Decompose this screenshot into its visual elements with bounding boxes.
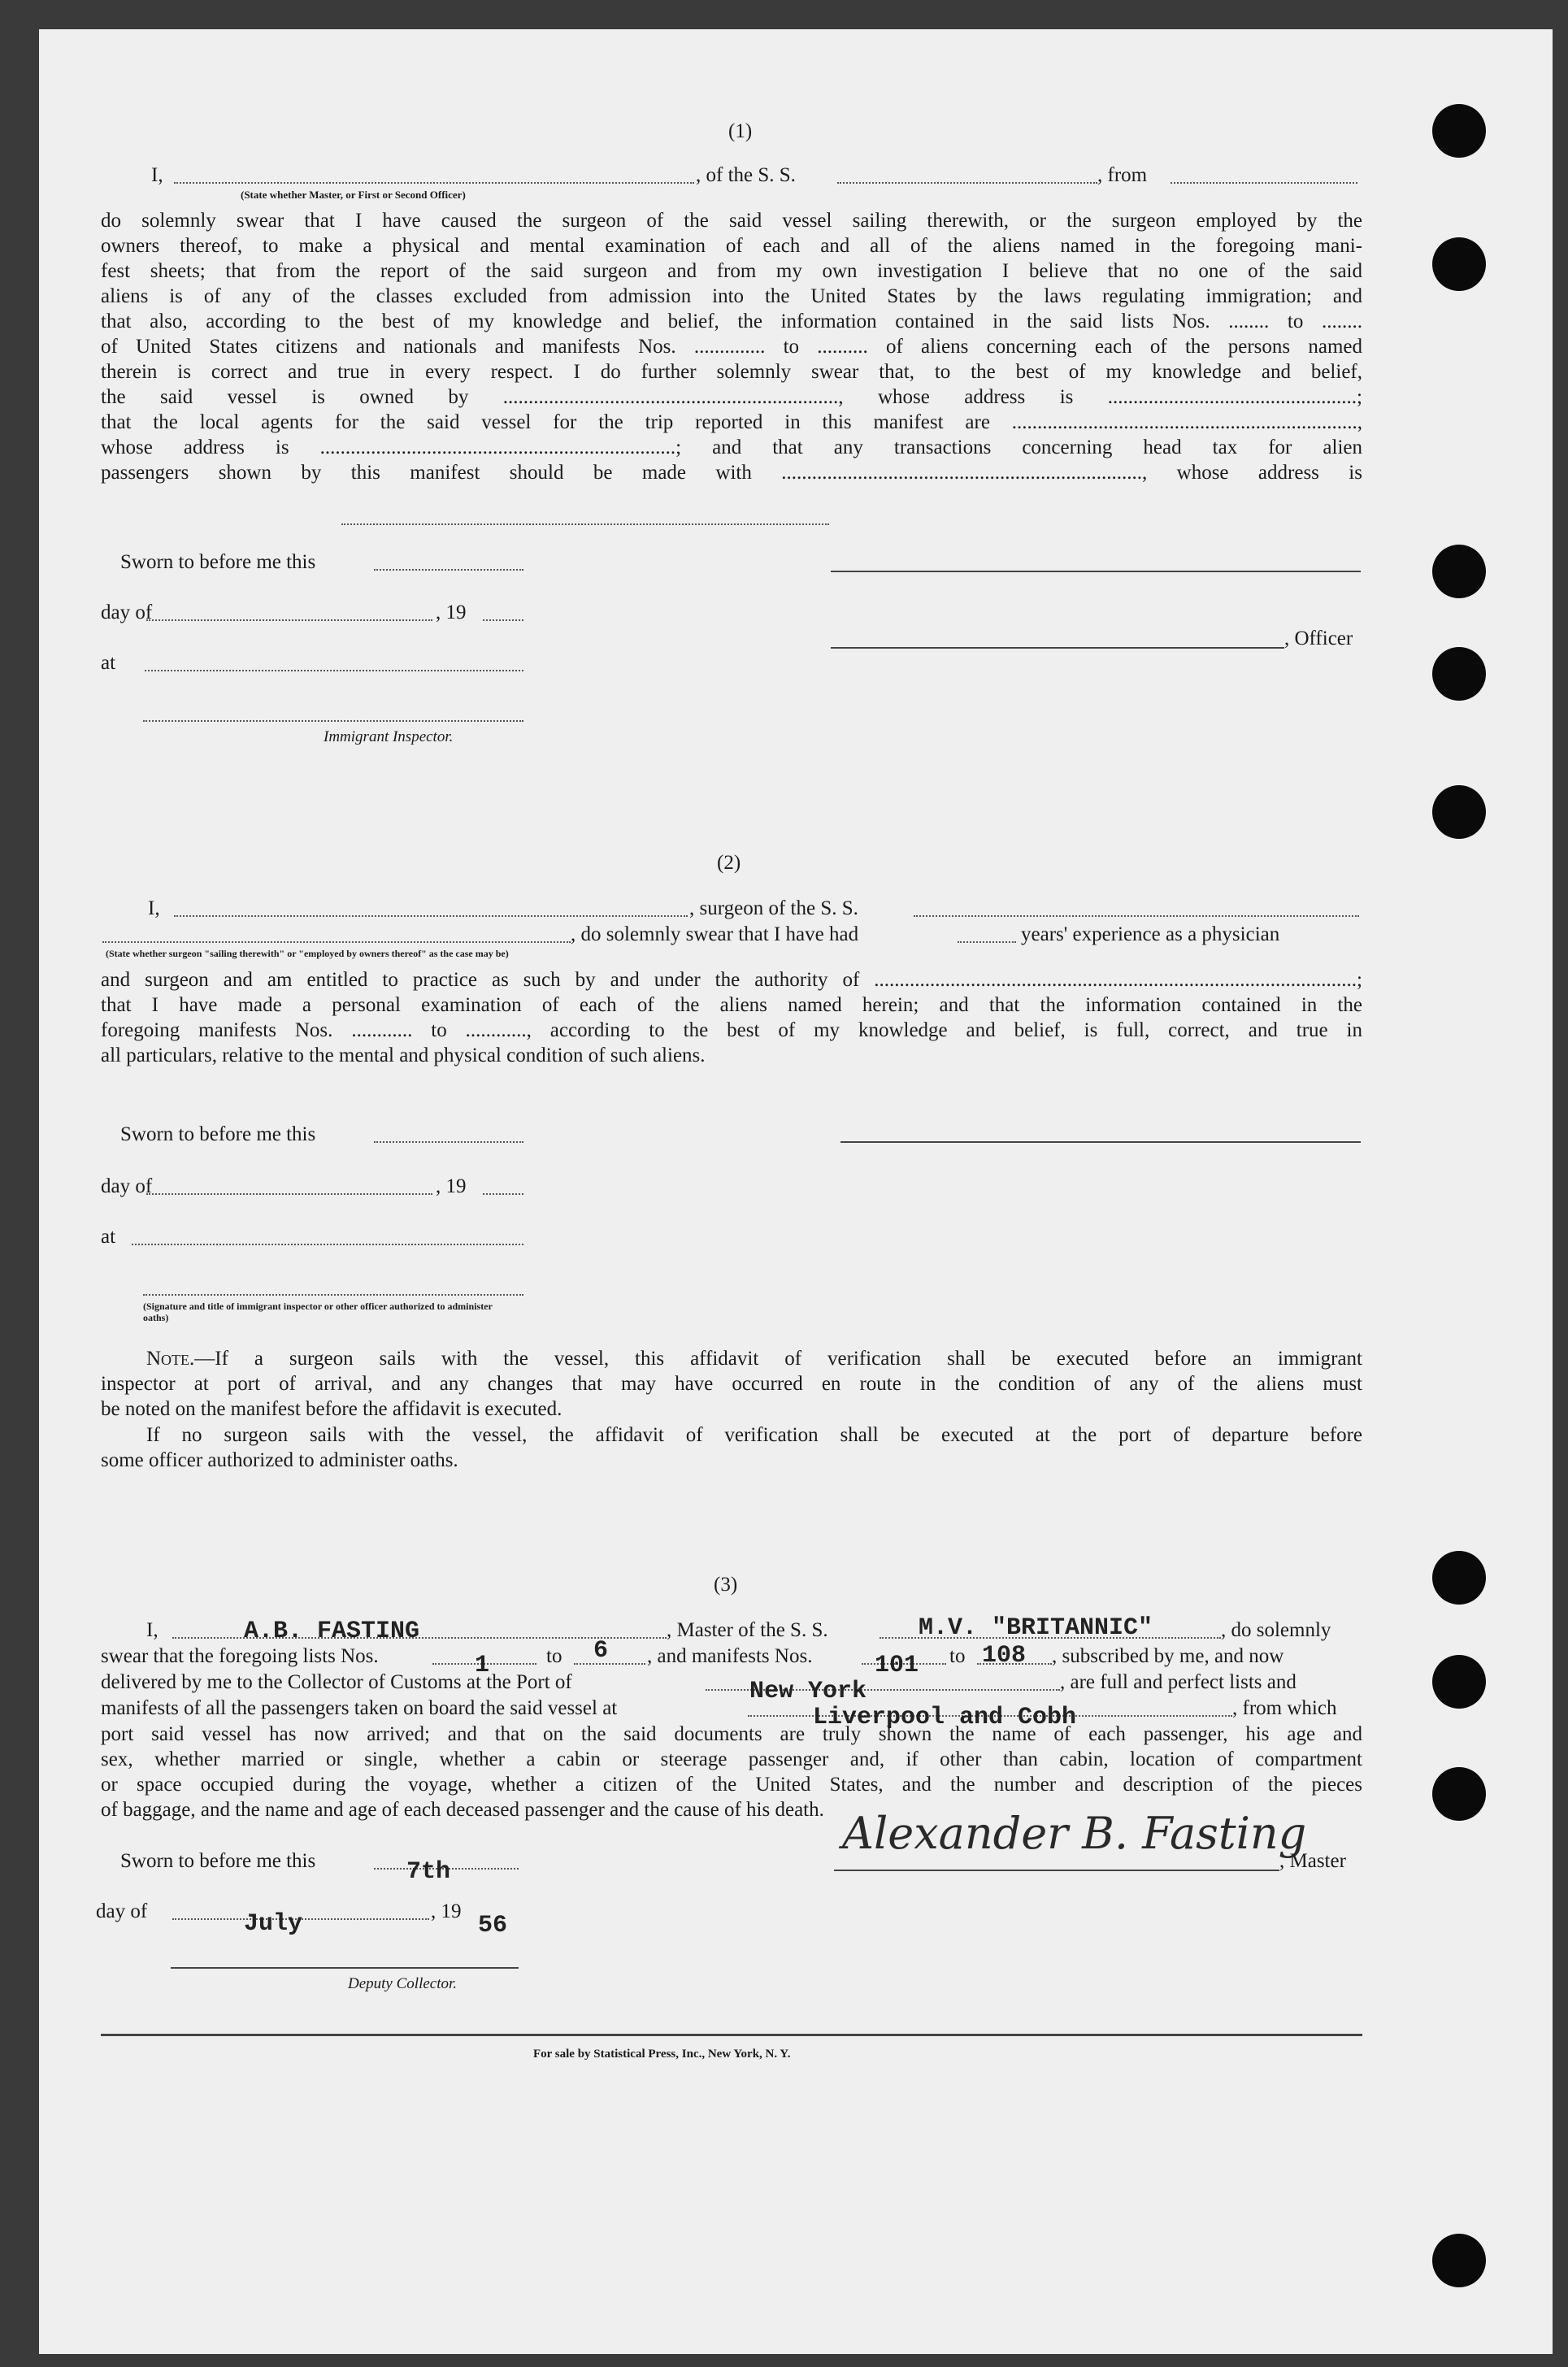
typed-list-from: 1 bbox=[475, 1652, 490, 1679]
officer-name-line bbox=[174, 182, 694, 184]
master-label: , Master bbox=[1279, 1850, 1346, 1872]
master-signature-line bbox=[834, 1870, 1279, 1871]
day-of-label-2: day of bbox=[101, 1175, 153, 1197]
inspector-signature-line bbox=[143, 720, 523, 722]
section-1-number: (1) bbox=[728, 120, 753, 142]
day-line-1 bbox=[146, 619, 432, 621]
punch-hole bbox=[1432, 647, 1486, 701]
surgeon-of-label: , surgeon of the S. S. bbox=[689, 897, 858, 919]
section-1-oath-text: do solemnly swear that I have caused the surgeon of the said vessel sailing therewith, or the surgeon employed by the owners thereof, to make a physical and mental examination of each and all of the aliens named in the foregoing mani- fest sheets; that from the report of the said surgeon and from my own investigation I believe that no one of the said aliens is of any of the classes excluded from admission into the United States by the laws regulating immigration; and that also, according to the best of my knowledge and belief, the information contained in the said lists Nos. ........ to ........ of United States citizens and nationals and manifests Nos. .............. to .......... of aliens concerning each of the persons named therein is correct and true in every respect. I do further solemnly swear that, to the best of my knowledge and belief, the said vessel is owned by .................................................................., whose address is .................................................; that the local agents for the said vessel for the trip reported in this manifest are ...................................................................., whose address is ......................................................................; and that any transactions concerning head tax for alien passengers shown by this manifest should be made with ......................................................................., whose address is bbox=[101, 210, 1362, 484]
surgeon-note: (State whether surgeon "sailing therewith" or "employed by owners thereof" as the case may be) bbox=[106, 948, 509, 959]
typed-manifest-to: 108 bbox=[982, 1642, 1027, 1670]
at-line-2 bbox=[132, 1244, 523, 1245]
year-line-2 bbox=[483, 1193, 523, 1195]
printer-footer: For sale by Statistical Press, Inc., New York, N. Y. bbox=[533, 2048, 791, 2061]
officer-line bbox=[831, 647, 1284, 649]
officer-note: (State whether Master, or First or Second Officer) bbox=[241, 189, 466, 201]
surgeon-i-label: I, bbox=[148, 897, 160, 919]
sworn-label-1: Sworn to before me this bbox=[120, 551, 316, 573]
full-perfect-label: , are full and perfect lists and bbox=[1060, 1671, 1297, 1693]
inspector-signature-line-2 bbox=[143, 1294, 523, 1296]
surgeon-status-line bbox=[102, 941, 571, 943]
master-i-label: I, bbox=[146, 1619, 159, 1641]
from-label: , from bbox=[1097, 164, 1148, 186]
from-which-label: , from which bbox=[1232, 1697, 1337, 1719]
no-surgeon-paragraph: If no surgeon sails with the vessel, the affidavit of verification shall be executed at the port of departure before some officer authorized to administer oaths. bbox=[101, 1424, 1362, 1471]
signature-title-note: (Signature and title of immigrant inspector or other officer authorized to administer oaths) bbox=[143, 1301, 493, 1323]
at-label-1: at bbox=[101, 652, 116, 674]
section-3-number: (3) bbox=[714, 1574, 738, 1596]
master-of-label: , Master of the S. S. bbox=[667, 1619, 828, 1641]
surgeon-note-paragraph: Note.—If a surgeon sails with the vessel, this affidavit of verification shall be executed before an immigrant inspector at port of arrival, and any changes that may have occurred en route in the condition of any of the aliens must be noted on the manifest before the affidavit is executed. bbox=[101, 1348, 1362, 1420]
and-manifests-label: , and manifests Nos. bbox=[647, 1645, 813, 1667]
surgeon-ship-line bbox=[914, 915, 1359, 917]
punch-hole bbox=[1432, 545, 1486, 598]
punch-hole bbox=[1432, 104, 1486, 158]
year-label-3: , 19 bbox=[431, 1900, 462, 1922]
typed-year-suffix: 56 bbox=[478, 1912, 508, 1939]
address-continuation-line bbox=[341, 523, 829, 525]
surgeon-name-line bbox=[174, 915, 688, 917]
at-line-1 bbox=[145, 670, 523, 671]
surgeon-signature-line bbox=[840, 1141, 1361, 1143]
master-signature: Alexander B. Fasting bbox=[842, 1808, 1307, 1859]
at-label-2: at bbox=[101, 1226, 116, 1248]
to-label-2: to bbox=[949, 1645, 966, 1667]
day-line-2 bbox=[146, 1193, 432, 1195]
note-label: Note. bbox=[146, 1348, 195, 1370]
of-ss-label: , of the S. S. bbox=[696, 164, 796, 186]
footer-rule bbox=[101, 2034, 1362, 2036]
sworn-label-2: Sworn to before me this bbox=[120, 1123, 316, 1145]
years-line bbox=[958, 941, 1016, 943]
typed-port: New York bbox=[749, 1678, 867, 1705]
officer-signature-line bbox=[831, 571, 1361, 572]
punch-hole bbox=[1432, 1551, 1486, 1605]
swear-lists-label: swear that the foregoing lists Nos. bbox=[101, 1645, 379, 1667]
deputy-collector-line bbox=[171, 1967, 519, 1969]
section-3-oath-text: port said vessel has now arrived; and that on the said documents are truly shown the name of each passenger, his age and sex, whether married or single, whether a cabin or steerage passenger and, if other than cabin, location of compartment or space occupied during the voyage, whether a citizen of the United States, and the number and description of the pieces of baggage, and the name and age of each deceased passenger and the cause of his death. bbox=[101, 1723, 1362, 1821]
day-of-label-1: day of bbox=[101, 602, 153, 623]
list-to-line bbox=[574, 1663, 645, 1665]
manifests-line-label: manifests of all the passengers taken on board the said vessel at bbox=[101, 1697, 618, 1719]
ship-name-line bbox=[837, 182, 1097, 184]
year-label-2: , 19 bbox=[436, 1175, 467, 1197]
officer-i-label: I, bbox=[151, 164, 163, 186]
years-experience-label: years' experience as a physician bbox=[1021, 923, 1280, 945]
typed-vessel-name: M.V. "BRITANNIC" bbox=[919, 1614, 1153, 1642]
typed-month: July bbox=[244, 1910, 303, 1938]
section-2-number: (2) bbox=[717, 852, 741, 874]
typed-master-name: A.B. FASTING bbox=[244, 1618, 420, 1645]
typed-day: 7th bbox=[406, 1858, 451, 1886]
punch-hole bbox=[1432, 1655, 1486, 1709]
surgeon-swear-label: , do solemnly swear that I have had bbox=[571, 923, 859, 945]
do-solemnly-label: , do solemnly bbox=[1221, 1619, 1331, 1641]
to-label-1: to bbox=[546, 1645, 562, 1667]
typed-departure-port: Liverpool and Cobh bbox=[813, 1704, 1077, 1731]
typed-manifest-from: 101 bbox=[875, 1652, 919, 1679]
sworn-label-3: Sworn to before me this bbox=[120, 1850, 316, 1872]
typed-list-to: 6 bbox=[593, 1637, 609, 1665]
sworn-line-2 bbox=[374, 1141, 523, 1143]
punch-hole bbox=[1432, 785, 1486, 839]
day-of-label-3: day of bbox=[96, 1900, 148, 1922]
subscribed-label: , subscribed by me, and now bbox=[1052, 1645, 1284, 1667]
delivered-label: delivered by me to the Collector of Customs at the Port of bbox=[101, 1671, 572, 1693]
punch-hole bbox=[1432, 2234, 1486, 2287]
deputy-collector-label: Deputy Collector. bbox=[348, 1975, 458, 1992]
punch-hole bbox=[1432, 237, 1486, 291]
section-2-oath-text: and surgeon and am entitled to practice as such by and under the authority of ...............................................................................................; that I have made a personal examination of each of the aliens named herein; and that the information contained in the foregoing manifests Nos. ............ to ............, according to the best of my knowledge and belief, is full, correct, and true in all particulars, relative to the mental and physical condition of such aliens. bbox=[101, 969, 1362, 1066]
from-port-line bbox=[1171, 182, 1357, 184]
punch-hole bbox=[1432, 1767, 1486, 1821]
officer-label: , Officer bbox=[1284, 628, 1353, 649]
year-line-1 bbox=[483, 619, 523, 621]
sworn-line-1 bbox=[374, 569, 523, 571]
year-label-1: , 19 bbox=[436, 602, 467, 623]
immigrant-inspector-label: Immigrant Inspector. bbox=[324, 728, 454, 745]
